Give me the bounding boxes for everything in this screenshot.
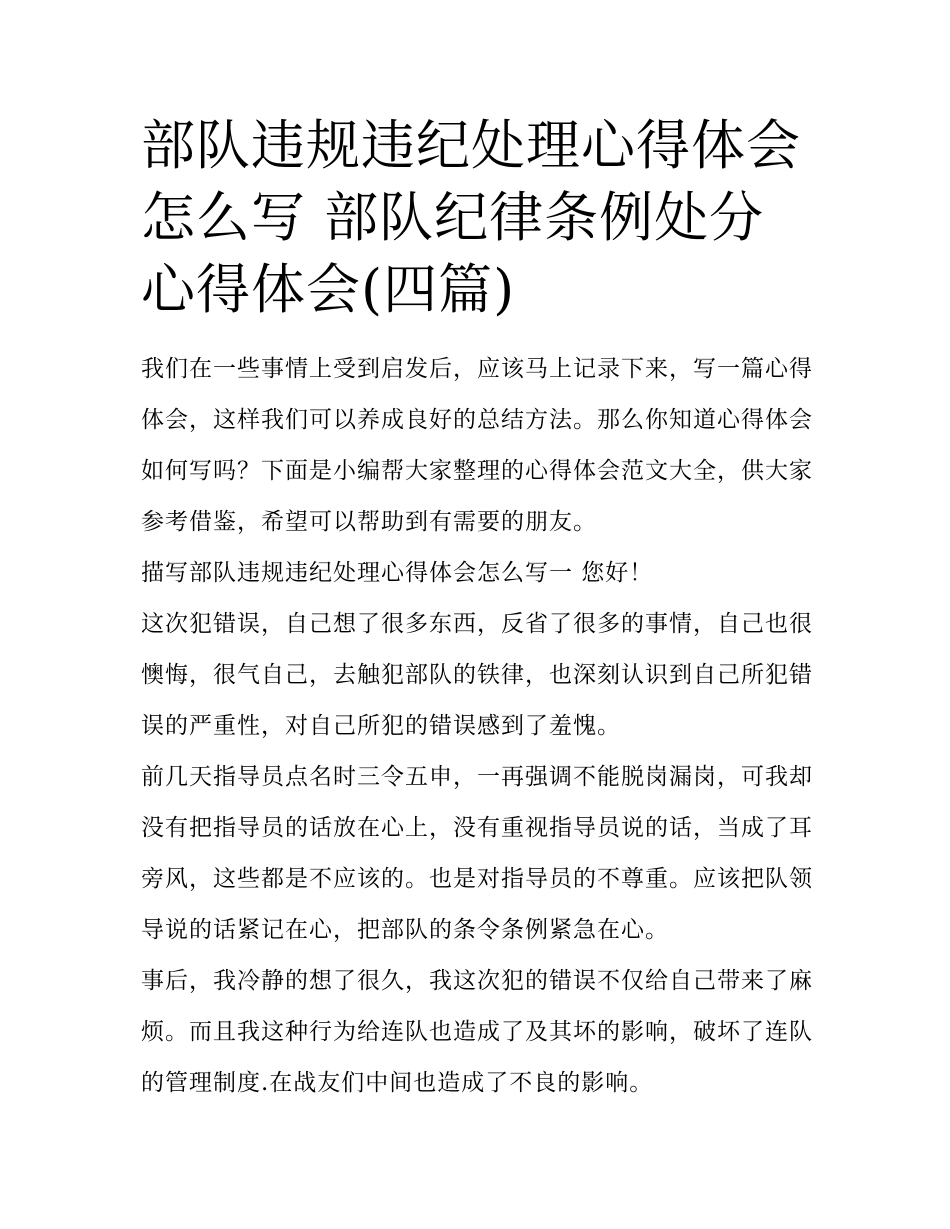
paragraph-intro: 我们在一些事情上受到启发后，应该马上记录下来，写一篇心得体会，这样我们可以养成良好的总结方法。那么你知道心得体会如何写吗？下面是小编帮大家整理的心得体会范文大全，供大家参考借鉴，希望可以帮助到有需要的朋友。 bbox=[141, 356, 813, 535]
paragraph-consequence: 事后，我冷静的想了很久，我这次犯的错误不仅给自己带来了麻烦。而且我这种行为给连队也造成了及其坏的影响，破坏了连队的管理制度.在战友们中间也造成了不良的影响。 bbox=[141, 968, 813, 1096]
document-title: 部队违规违纪处理心得体会怎么写 部队纪律条例处分心得体会(四篇) bbox=[141, 114, 801, 321]
paragraph-heading-line: 描写部队违规违纪处理心得体会怎么写一 您好！ bbox=[141, 560, 654, 586]
paragraph-instructor: 前几天指导员点名时三令五申，一再强调不能脱岗漏岗，可我却没有把指导员的话放在心上，没有重视指导员说的话，当成了耳旁风，这些都是不应该的。也是对指导员的不尊重。应该把队领导说的话紧记在心，把部队的条令条例紧急在心。 bbox=[141, 764, 813, 943]
document-page bbox=[141, 110, 813, 1109]
paragraph-reflection: 这次犯错误，自己想了很多东西，反省了很多的事情，自己也很懊悔，很气自己，去触犯部队的铁律，也深刻认识到自己所犯错误的严重性，对自己所犯的错误感到了羞愧。 bbox=[141, 611, 813, 739]
title-spacer bbox=[141, 326, 813, 344]
